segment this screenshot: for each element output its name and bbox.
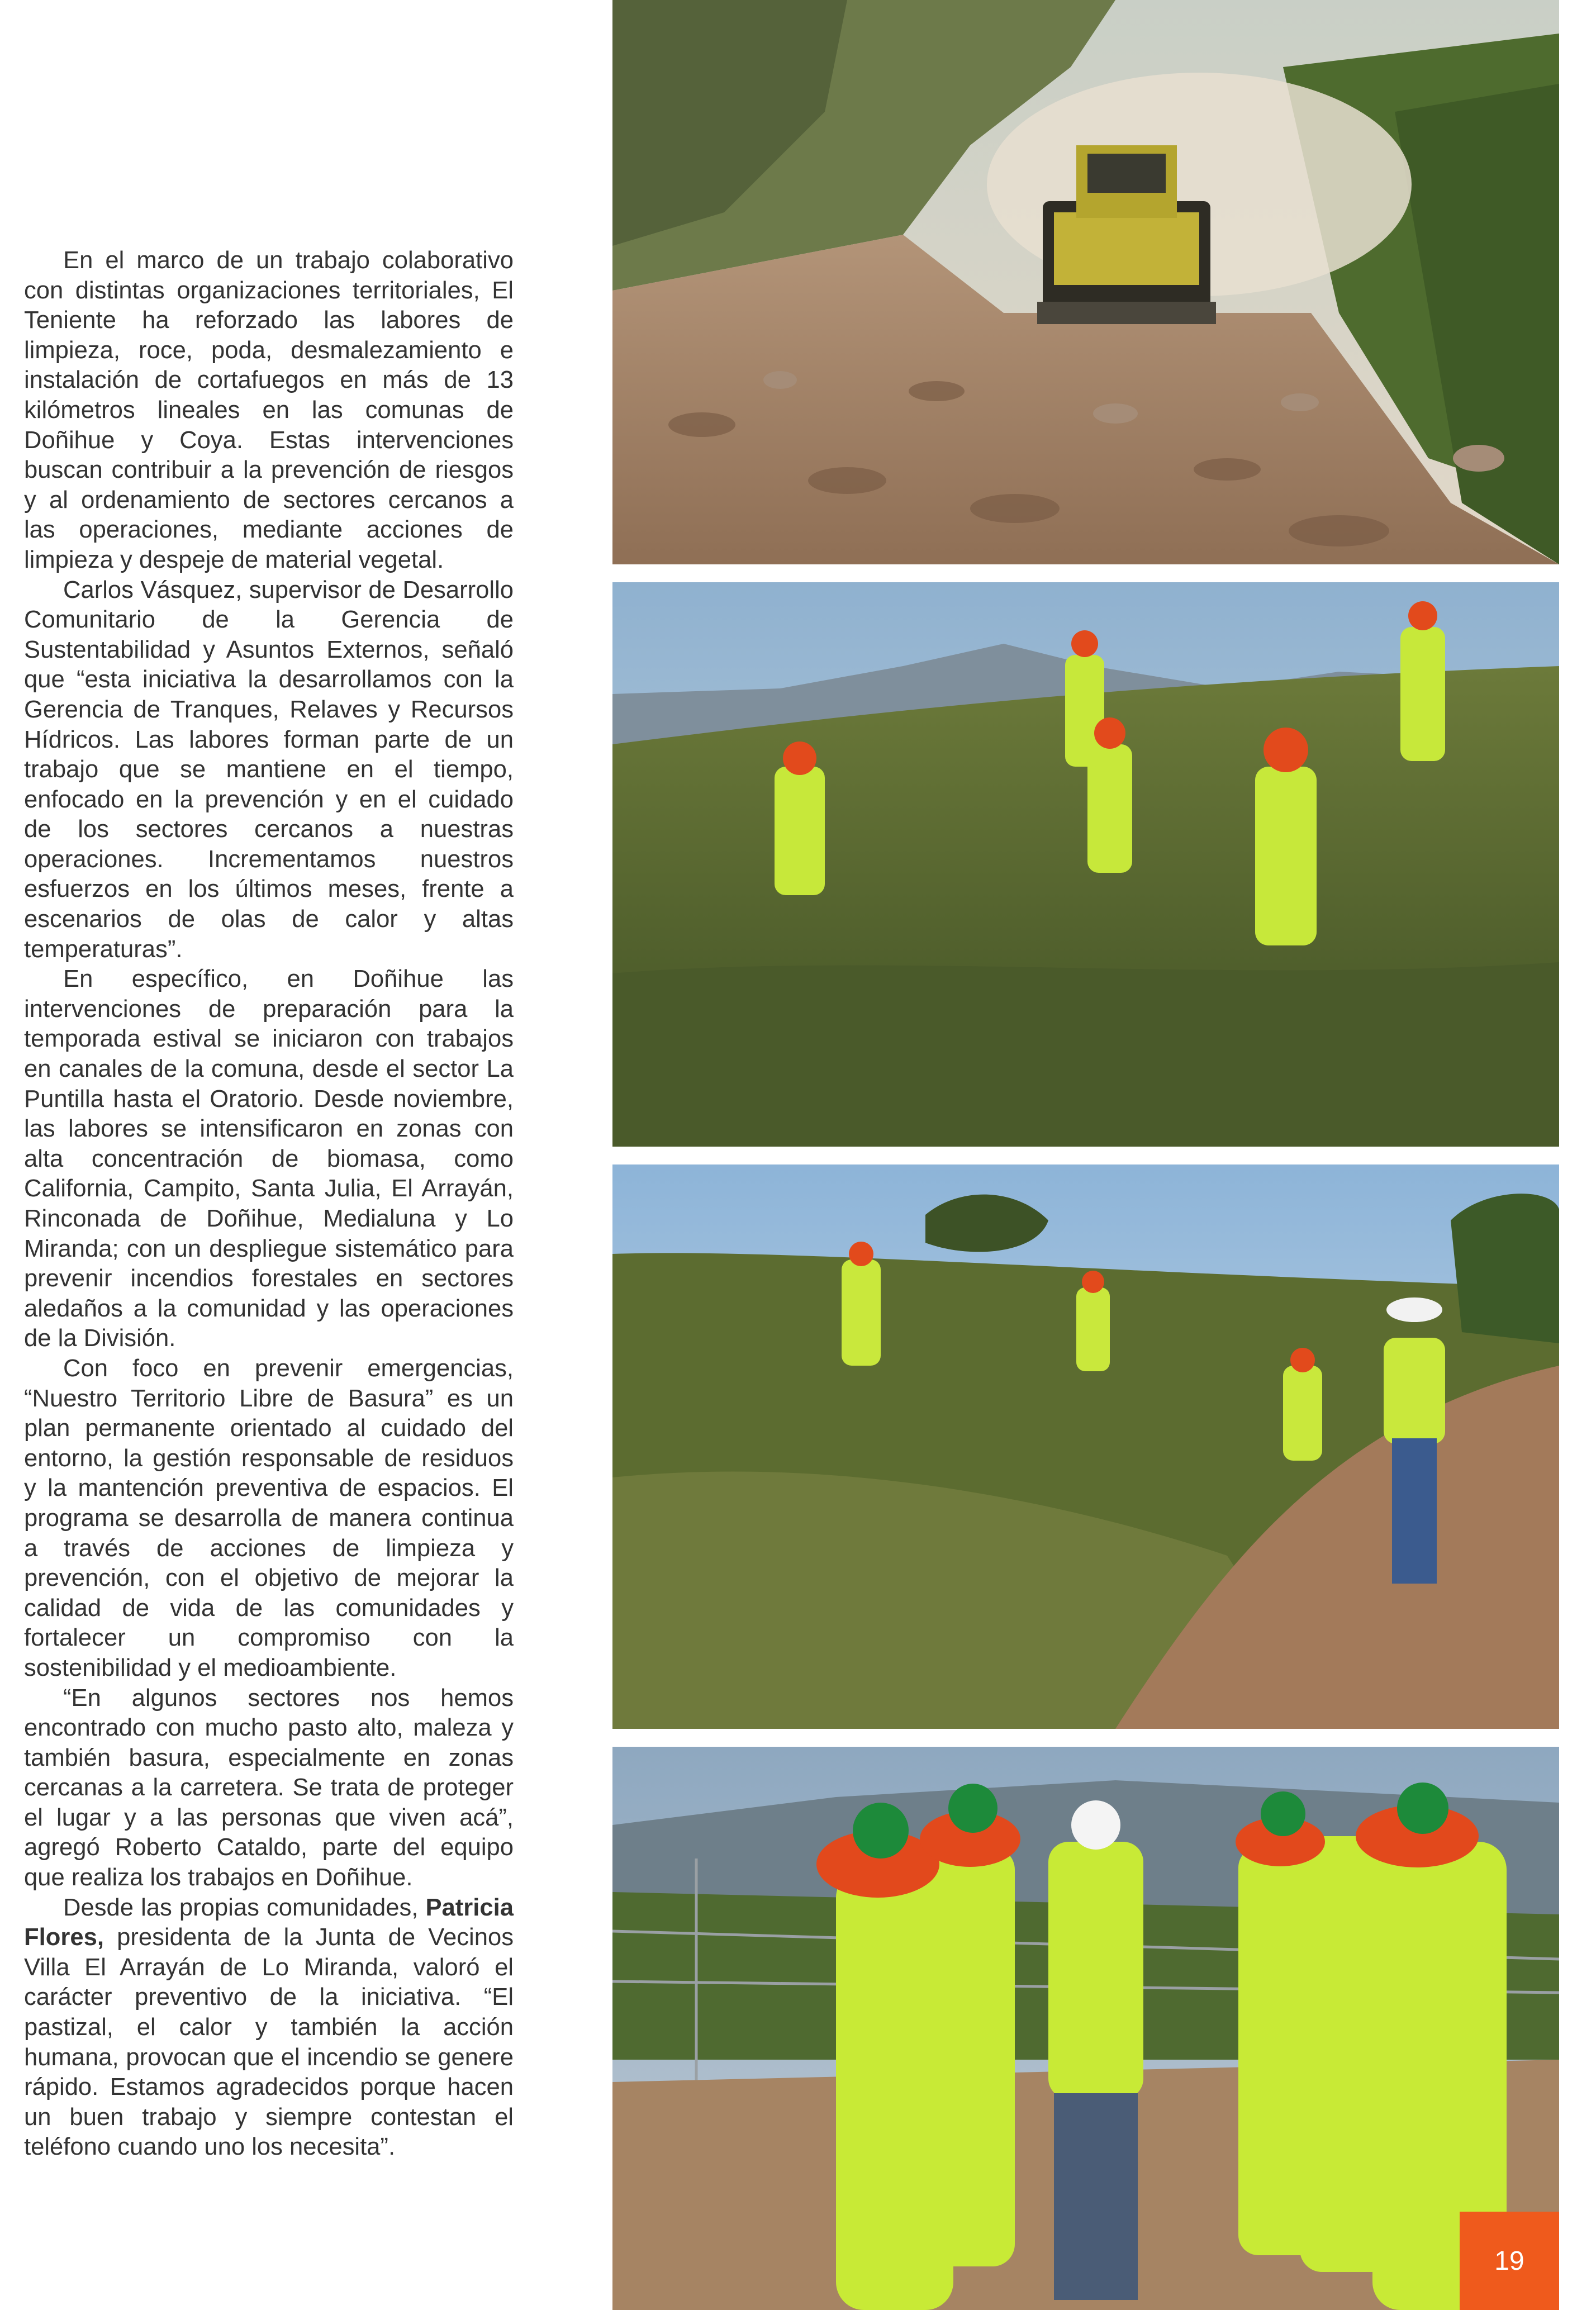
photo-workers-hillside-image [612, 582, 1559, 1147]
article-paragraph-1: En el marco de un trabajo colaborativo con distintas organizaciones territoriales, El Teniente ha reforzado las labores de limpieza, roce, poda, desmalezamiento e instalación de cortafuegos en más de 13 kilómetros lineales en las comunas de Doñihue y Coya. Estas intervenciones buscan contribuir a la prevención de riesgos y al ordenamiento de sectores cercanos a las operaciones, mediante acciones de limpieza y despeje de material vegetal. [24, 247, 514, 573]
article-paragraph-4: Con foco en prevenir emergencias, “Nuestro Territorio Libre de Basura” es un plan permanente orientado al cuidado del entorno, la gestión responsable de residuos y la mantención preventiva de espacios. El programa se desarrolla de manera continua a través de acciones de limpieza y prevención, con el objetivo de mejorar la calidad de vida de las comunidades y fortalecer un compromiso con la sostenibilidad y el medioambiente. [24, 1354, 514, 1681]
article-paragraph-5: “En algunos sectores nos hemos encontrado con mucho pasto alto, maleza y también basura, especialmente en zonas cercanas a la carretera. Se trata de proteger el lugar y a las personas que viven acá”, agregó Roberto Cataldo, parte del equipo que realiza los trabajos en Doñihue. [24, 1684, 514, 1891]
page-number [1460, 2212, 1559, 2310]
article-paragraph-2: Carlos Vásquez, supervisor de Desarrollo Comunitario de la Gerencia de Sustentabilidad y Asuntos Externos, señaló que “esta iniciativa la desarrollamos con la Gerencia de Tranques, Relaves y Recursos Hídricos. Las labores forman parte de un trabajo que se mantiene en el tiempo, enfocado en la prevención y en el cuidado de los sectores cercanos a nuestras operaciones. Incrementamos nuestros esfuerzos en los últimos meses, frente a escenarios de olas de calor y altas temperaturas”. [24, 576, 514, 963]
paragraph-6-rest: presidenta de la Junta de Vecinos Villa El Arrayán de Lo Miranda, valoró el carácter preventivo de la iniciativa. “El pastizal, el calor y también la acción humana, provocan que el incendio se genere rápido. Estamos agradecidos porque hacen un buen trabajo y siempre contestan el teléfono cuando uno los necesita”. [24, 1924, 514, 2161]
article-paragraph-6 [24, 1893, 514, 2162]
photo-workers-hillside [612, 582, 1559, 1147]
photo-crew-roadside-image [612, 1164, 1559, 1729]
photo-bulldozer [612, 0, 1559, 564]
photo-workers-group [612, 1747, 1559, 2310]
quoted-person-name: Patricia Flores, [24, 1894, 514, 1951]
photo-crew-roadside [612, 1164, 1559, 1729]
article-body [24, 246, 514, 2162]
page-number-label: 19 [1494, 2246, 1524, 2276]
photo-bulldozer-image [612, 0, 1559, 564]
photo-workers-group-image [612, 1747, 1559, 2310]
paragraph-6-intro: Desde las propias comunidades, [63, 1894, 426, 1921]
article-paragraph-3: En específico, en Doñihue las intervenciones de preparación para la temporada estival se iniciaron con trabajos en canales de la comuna, desde el sector La Puntilla hasta el Oratorio. Desde noviembre, las labores se intensificaron en zonas con alta concentración de biomasa, como California, Campito, Santa Julia, El Arrayán, Rinconada de Doñihue, Medialuna y Lo Miranda; con un despliegue sistemático para prevenir incendios forestales en sectores aledaños a la comunidad y las operaciones de la División. [24, 966, 514, 1352]
